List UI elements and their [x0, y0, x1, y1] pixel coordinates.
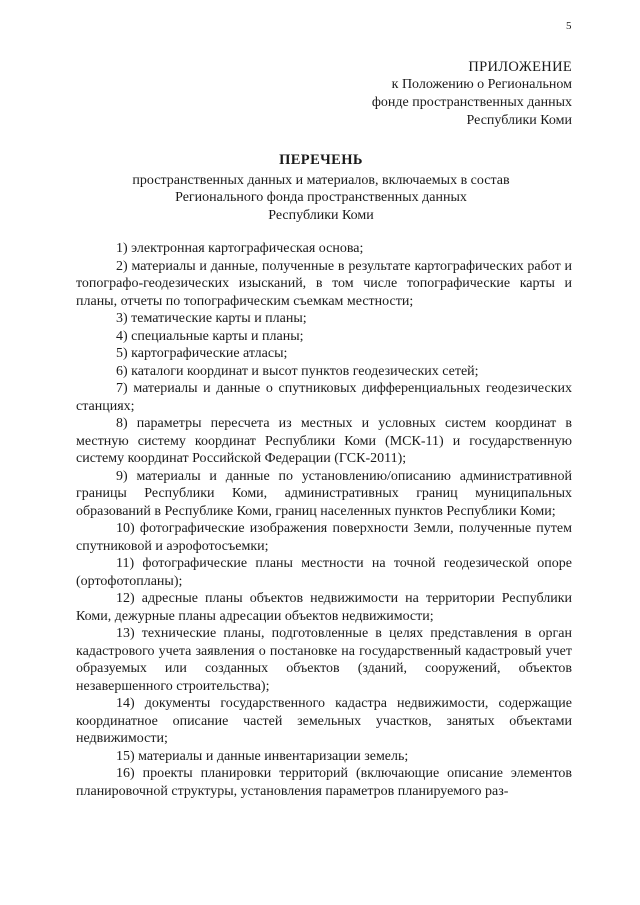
appendix-title: ПРИЛОЖЕНИЕ [468, 59, 572, 75]
list-item: 7) материалы и данные о спутниковых дифференциальных геодезических станциях; [76, 381, 572, 414]
list-item: 6) каталоги координат и высот пунктов геодезических сетей; [116, 363, 479, 379]
heading-line: Республики Коми [268, 207, 374, 223]
list-item: 15) материалы и данные инвентаризации земель; [116, 748, 409, 764]
list-item: 14) документы государственного кадастра недвижимости, содержащие координатное описание частей земельных участков, занятых объектами недвижимости; [76, 696, 572, 746]
appendix-line: фонде пространственных данных [371, 95, 572, 110]
list-item: 4) специальные карты и планы; [116, 328, 304, 344]
heading-line: пространственных данных и материалов, включаемых в состав [132, 172, 510, 188]
list-item: 13) технические планы, подготовленные в целях представления в орган кадастрового учета заявления о постановке на государственный кадастровый учет образуемых или созданных объектов (зданий, сооружений, объектов незавершенного строительства); [76, 626, 572, 694]
document-title: ПЕРЕЧЕНЬ [279, 152, 363, 168]
list-item: 16) проекты планировки территорий (включающие описание элементов планировочной структуры, установления параметров планируемого раз- [76, 766, 572, 799]
list-item: 11) фотографические планы местности на точной геодезической опоре (ортофотопланы); [76, 556, 572, 589]
list-item: 3) тематические карты и планы; [116, 311, 307, 326]
list-item: 1) электронная картографическая основа; [116, 241, 364, 256]
list-item: 12) адресные планы объектов недвижимости на территории Республики Коми, дежурные планы адресации объектов недвижимости; [76, 591, 572, 624]
list-item: 5) картографические атласы; [116, 346, 288, 361]
list-item: 8) параметры пересчета из местных и условных систем координат в местную систему координат Республики Коми (МСК-11) и государственную систему координат Российской Федерации (ГСК-2011); [76, 416, 572, 466]
items-list [76, 240, 572, 800]
page-number: 5 [566, 20, 572, 32]
heading-line: Регионального фонда пространственных данных [175, 190, 467, 205]
list-item: 9) материалы и данные по установлению/описанию административной границы Республики Коми, административных границ муниципальных образований в Республике Коми, границ населенных пунктов Республики Коми; [76, 468, 572, 519]
list-item: 10) фотографические изображения поверхности Земли, полученные путем спутниковой и аэрофотосъемки; [76, 521, 572, 554]
document-heading [70, 152, 572, 224]
appendix-line: к Положению о Региональном [391, 77, 572, 92]
appendix-line: Республики Коми [466, 113, 572, 128]
appendix-block [272, 58, 572, 130]
list-item: 2) материалы и данные, полученные в результате картографических работ и топографо-геодезических изысканий, в том числе топографические карты и планы, отчеты по топографическим съемкам местности; [76, 258, 572, 309]
